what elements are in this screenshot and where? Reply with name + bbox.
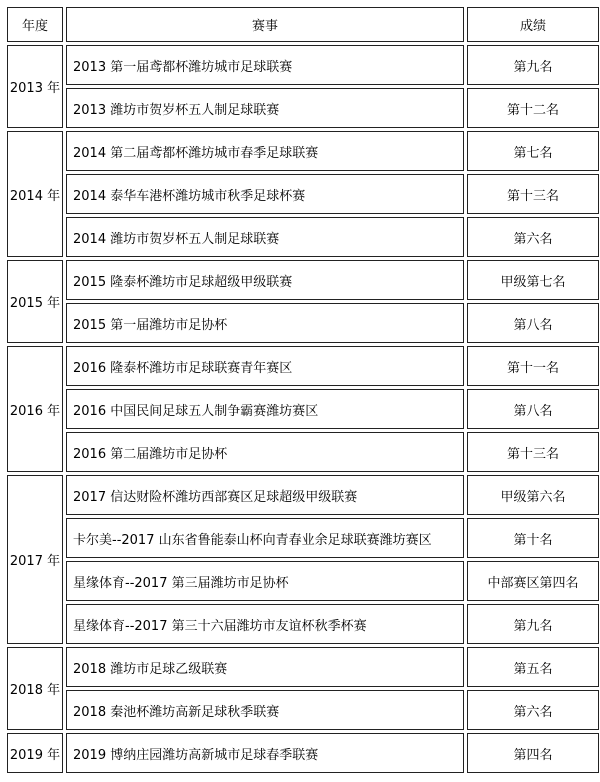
event-cell: 2019 博纳庄园潍坊高新城市足球春季联赛	[66, 733, 464, 773]
results-table	[4, 4, 600, 776]
year-cell: 2013 年	[7, 45, 63, 128]
table-row	[7, 303, 599, 343]
table-row	[7, 690, 599, 730]
result-cell: 第八名	[467, 303, 599, 343]
table-row	[7, 131, 599, 171]
table-row	[7, 432, 599, 472]
table-row	[7, 217, 599, 257]
table-row	[7, 561, 599, 601]
result-cell: 第十一名	[467, 346, 599, 386]
result-cell: 第十二名	[467, 88, 599, 128]
event-cell: 2016 中国民间足球五人制争霸赛潍坊赛区	[66, 389, 464, 429]
year-cell: 2018 年	[7, 647, 63, 730]
result-cell: 第五名	[467, 647, 599, 687]
event-cell: 2015 第一届潍坊市足协杯	[66, 303, 464, 343]
event-cell: 2014 泰华车港杯潍坊城市秋季足球杯赛	[66, 174, 464, 214]
event-cell: 2015 隆泰杯潍坊市足球超级甲级联赛	[66, 260, 464, 300]
result-cell: 第九名	[467, 604, 599, 644]
result-header: 成绩	[467, 7, 599, 42]
result-cell: 甲级第七名	[467, 260, 599, 300]
table-row	[7, 604, 599, 644]
event-cell: 2017 信达财险杯潍坊西部赛区足球超级甲级联赛	[66, 475, 464, 515]
result-cell: 第六名	[467, 690, 599, 730]
year-cell: 2014 年	[7, 131, 63, 257]
year-cell: 2019 年	[7, 733, 63, 773]
year-cell: 2015 年	[7, 260, 63, 343]
result-cell: 第四名	[467, 733, 599, 773]
event-cell: 2014 第二届鸢都杯潍坊城市春季足球联赛	[66, 131, 464, 171]
table-row	[7, 260, 599, 300]
table-row	[7, 389, 599, 429]
table-row	[7, 45, 599, 85]
result-cell: 第六名	[467, 217, 599, 257]
result-cell: 第十三名	[467, 432, 599, 472]
result-cell: 第九名	[467, 45, 599, 85]
table-row	[7, 475, 599, 515]
result-cell: 第十名	[467, 518, 599, 558]
event-cell: 星缘体育--2017 第三十六届潍坊市友谊杯秋季杯赛	[66, 604, 464, 644]
event-cell: 2013 第一届鸢都杯潍坊城市足球联赛	[66, 45, 464, 85]
table-row	[7, 518, 599, 558]
event-cell: 2018 潍坊市足球乙级联赛	[66, 647, 464, 687]
table-row	[7, 88, 599, 128]
result-cell: 第八名	[467, 389, 599, 429]
result-cell: 甲级第六名	[467, 475, 599, 515]
year-cell: 2016 年	[7, 346, 63, 472]
event-cell: 星缘体育--2017 第三届潍坊市足协杯	[66, 561, 464, 601]
event-cell: 2016 隆泰杯潍坊市足球联赛青年赛区	[66, 346, 464, 386]
result-cell: 第七名	[467, 131, 599, 171]
year-cell: 2017 年	[7, 475, 63, 644]
event-cell: 2018 秦池杯潍坊高新足球秋季联赛	[66, 690, 464, 730]
event-cell: 2013 潍坊市贺岁杯五人制足球联赛	[66, 88, 464, 128]
table-row	[7, 733, 599, 773]
result-cell: 第十三名	[467, 174, 599, 214]
result-cell: 中部赛区第四名	[467, 561, 599, 601]
event-header: 赛事	[66, 7, 464, 42]
event-cell: 2016 第二届潍坊市足协杯	[66, 432, 464, 472]
event-cell: 2014 潍坊市贺岁杯五人制足球联赛	[66, 217, 464, 257]
table-row	[7, 346, 599, 386]
header-row	[7, 7, 599, 42]
event-cell: 卡尔美--2017 山东省鲁能泰山杯向青春业余足球联赛潍坊赛区	[66, 518, 464, 558]
table-row	[7, 647, 599, 687]
table-row	[7, 174, 599, 214]
year-header: 年度	[7, 7, 63, 42]
